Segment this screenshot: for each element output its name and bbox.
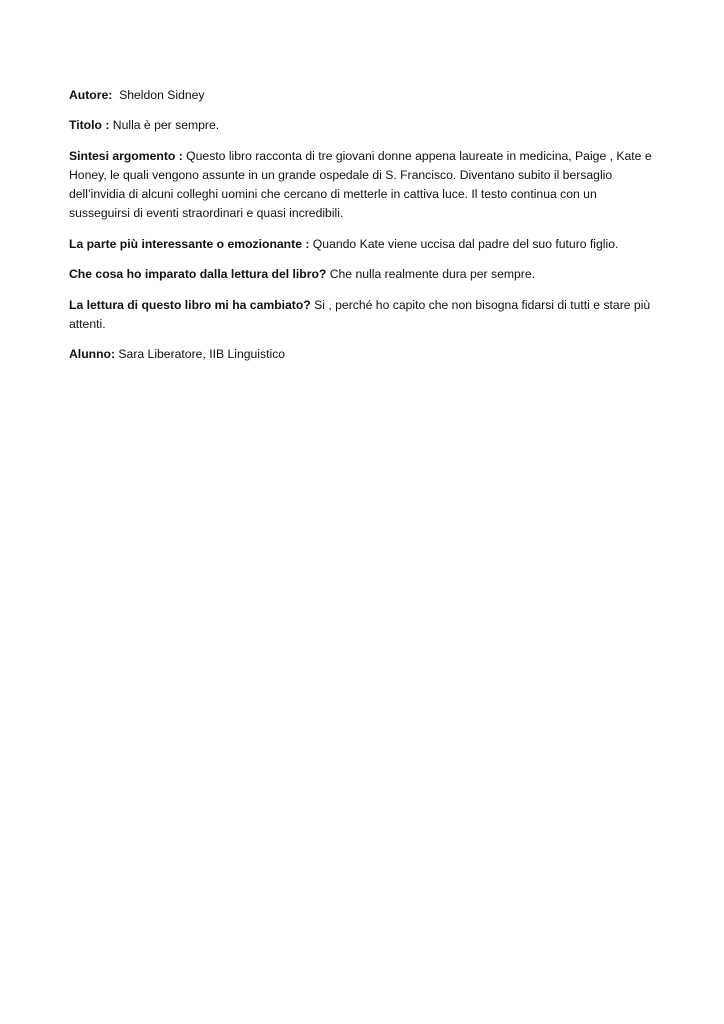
changed-paragraph [69, 296, 655, 334]
most-interesting-paragraph [69, 235, 655, 254]
author-line [69, 86, 655, 105]
student-value: Sara Liberatore, IIB Linguistico [115, 347, 286, 362]
learned-value: Che nulla realmente dura per sempre. [326, 267, 535, 282]
summary-value: Questo libro racconta di tre giovani donne appena laureate in medicina, Paige , Kate e Honey, le quali vengono assunte in un grande ospedale di S. Francisco. Diventano subito il bersaglio dell’invidia di alcuni colleghi uomini che cercano di metterle in cattiva luce. Il testo continua con un susseguirsi di eventi straordinari e quasi incredibili. [69, 148, 652, 221]
changed-value: Si , perché ho capito che non bisogna fidarsi di tutti e stare più attenti. [69, 297, 651, 331]
student-line [69, 345, 655, 364]
author-value: Sheldon Sidney [112, 88, 205, 102]
document-body [69, 86, 655, 376]
changed-label: La lettura di questo libro mi ha cambiato? [69, 297, 311, 312]
title-label: Titolo : [69, 118, 110, 133]
author-label: Autore: [69, 88, 113, 102]
summary-paragraph [69, 147, 655, 224]
most-interesting-label: La parte più interessante o emozionante : [69, 236, 310, 251]
learned-label: Che cosa ho imparato dalla lettura del libro? [69, 267, 327, 282]
most-interesting-value: Quando Kate viene uccisa dal padre del suo futuro figlio. [309, 236, 619, 251]
learned-paragraph [69, 265, 655, 284]
title-line [69, 116, 655, 135]
title-value: Nulla è per sempre. [109, 118, 220, 133]
student-label: Alunno: [69, 347, 116, 362]
summary-label: Sintesi argomento : [69, 148, 183, 163]
